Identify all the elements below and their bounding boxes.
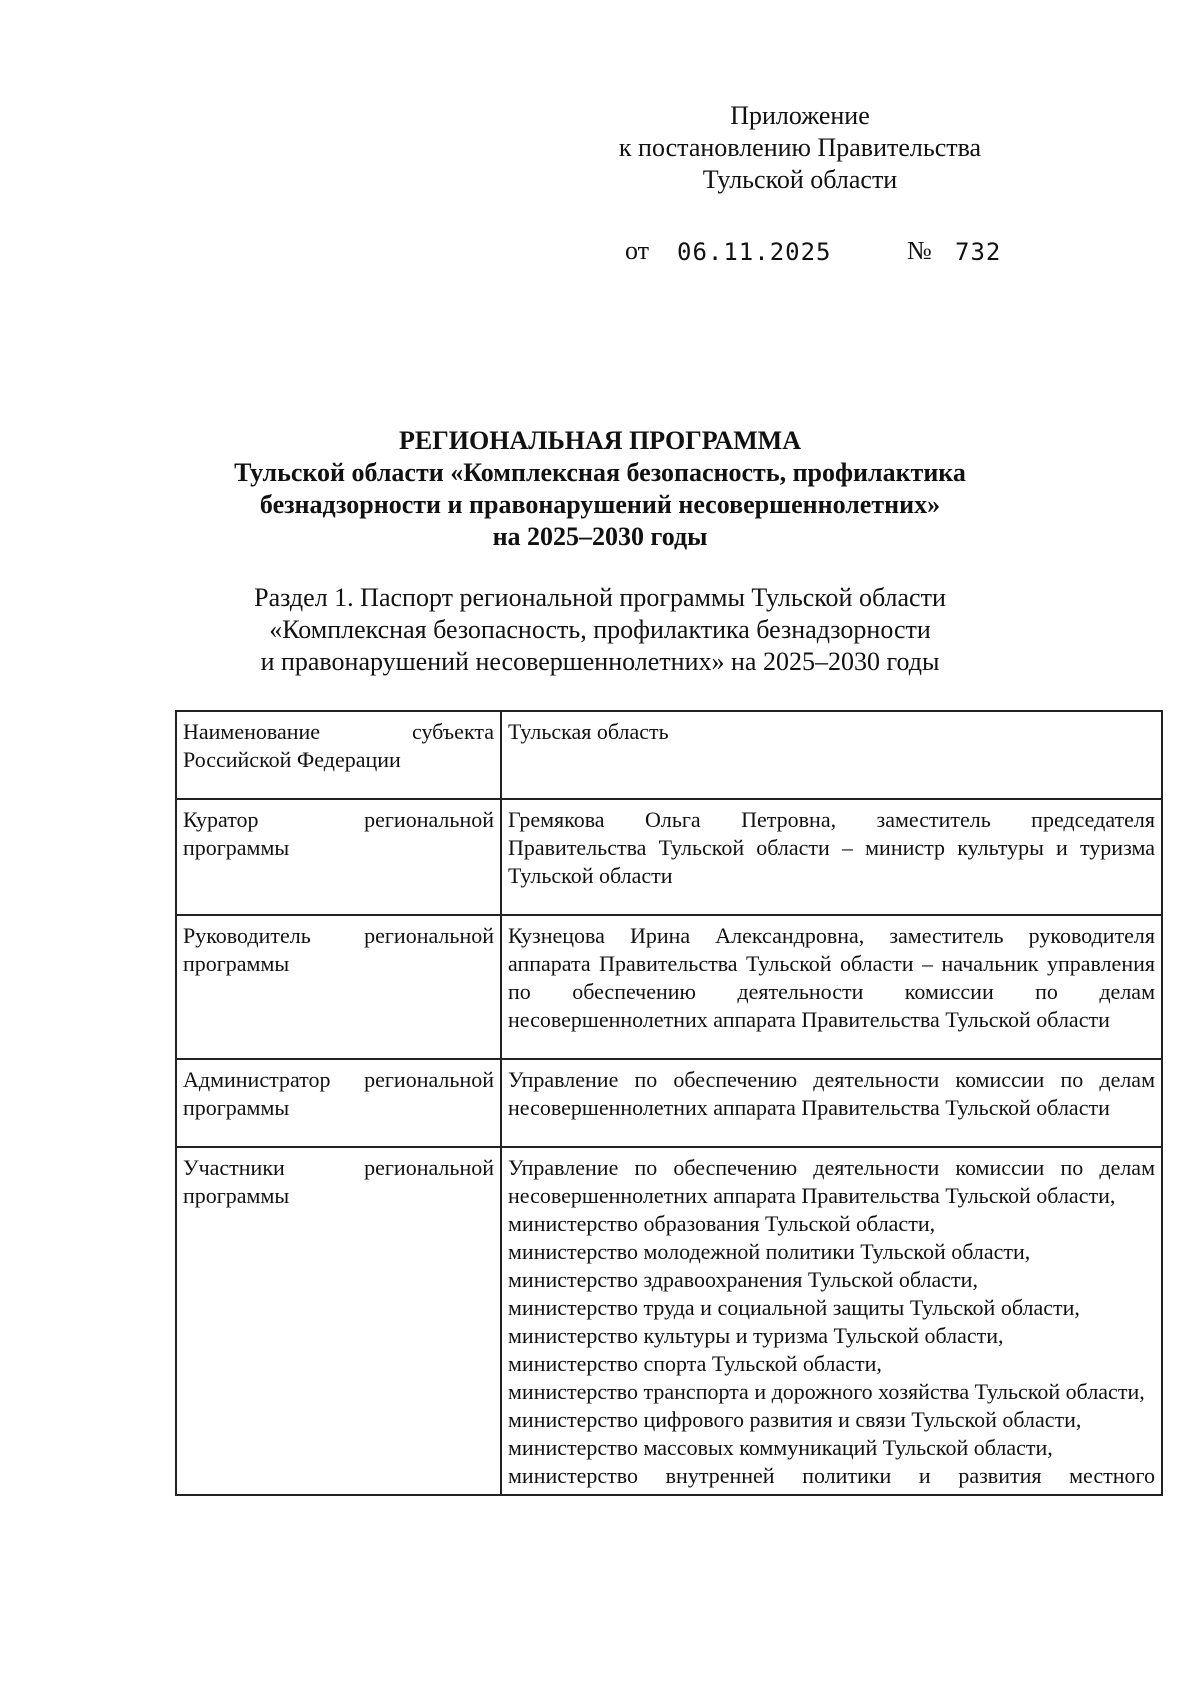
row-label-administrator (176, 1059, 501, 1147)
row-value-participants (501, 1147, 1162, 1495)
row-label-participants (176, 1147, 501, 1495)
title-line: РЕГИОНАЛЬНАЯ ПРОГРАММА (399, 426, 801, 455)
table-row (176, 799, 1162, 915)
row-value-subject: Тульская область (501, 711, 1162, 799)
section-line: и правонарушений несовершеннолетних» на 2025–2030 годы (260, 647, 940, 676)
list-item: министерство труда и социальной защиты Тульской области, (508, 1295, 1080, 1320)
list-item: министерство транспорта и дорожного хозяйства Тульской области, (508, 1379, 1145, 1404)
label-word: программы (183, 835, 290, 860)
table-row (176, 915, 1162, 1059)
list-item: министерство молодежной политики Тульской области, (508, 1239, 1031, 1264)
table-row (176, 711, 1162, 799)
program-title (100, 425, 1100, 553)
row-label-subject (176, 711, 501, 799)
appendix-line: Тульской области (702, 165, 898, 194)
label-word: Куратор (183, 807, 259, 832)
title-line: безнадзорности и правонарушений несовершеннолетних» (259, 490, 941, 519)
list-item: министерство здравоохранения Тульской области, (508, 1267, 978, 1292)
list-item: министерство массовых коммуникаций Тульской области, (508, 1435, 1053, 1460)
decree-number: 732 (955, 238, 1002, 266)
decree-date: 06.11.2025 (677, 238, 832, 266)
label-word: программы (183, 1183, 290, 1208)
section-line: «Комплексная безопасность, профилактика безнадзорности (269, 615, 931, 644)
decree-from-label: от (625, 236, 650, 265)
label-word: программы (183, 1095, 290, 1120)
appendix-header (580, 100, 1020, 196)
list-item: министерство культуры и туризма Тульской области, (508, 1323, 1004, 1348)
row-value-curator: Гремякова Ольга Петровна, заместитель председателя Правительства Тульской области – министр культуры и туризма Тульской области (501, 799, 1162, 915)
passport-table (175, 710, 1163, 1496)
label-word: субъекта (411, 719, 494, 744)
label-word: Наименование (183, 719, 321, 744)
list-item: министерство цифрового развития и связи Тульской области, (508, 1407, 1082, 1432)
table-row (176, 1059, 1162, 1147)
row-label-head (176, 915, 501, 1059)
label-word: программы (183, 951, 290, 976)
row-value-administrator: Управление по обеспечению деятельности комиссии по делам несовершеннолетних аппарата Правительства Тульской области (501, 1059, 1162, 1147)
section-heading (100, 582, 1100, 678)
list-item: министерство внутренней политики и развития местного (508, 1463, 1155, 1488)
decree-number-sign: № (907, 236, 932, 265)
label-word: региональной (364, 1067, 494, 1092)
list-item: Управление по обеспечению деятельности комиссии по делам несовершеннолетних аппарата Правительства Тульской области, (508, 1155, 1155, 1208)
label-word: Администратор (183, 1067, 331, 1092)
appendix-line: Приложение (730, 101, 870, 130)
title-line: на 2025–2030 годы (492, 522, 708, 551)
list-item: министерство спорта Тульской области, (508, 1351, 882, 1376)
row-value-head: Кузнецова Ирина Александровна, заместитель руководителя аппарата Правительства Тульской области – начальник управления по обеспечению деятельности комиссии по делам несовершеннолетних аппарата Правительства Тульской области (501, 915, 1162, 1059)
row-label-curator (176, 799, 501, 915)
list-item: министерство образования Тульской области, (508, 1211, 936, 1236)
label-word: Участники (183, 1155, 285, 1180)
table-row (176, 1147, 1162, 1495)
decree-reference (625, 236, 1002, 266)
label-word: региональной (364, 807, 494, 832)
title-line: Тульской области «Комплексная безопасность, профилактика (234, 458, 966, 487)
section-line: Раздел 1. Паспорт региональной программы Тульской области (254, 583, 946, 612)
appendix-line: к постановлению Правительства (618, 133, 982, 162)
label-word: региональной (364, 1155, 494, 1180)
label-word: региональной (364, 923, 494, 948)
label-word: Руководитель (183, 923, 311, 948)
label-word: Российской Федерации (183, 747, 401, 772)
